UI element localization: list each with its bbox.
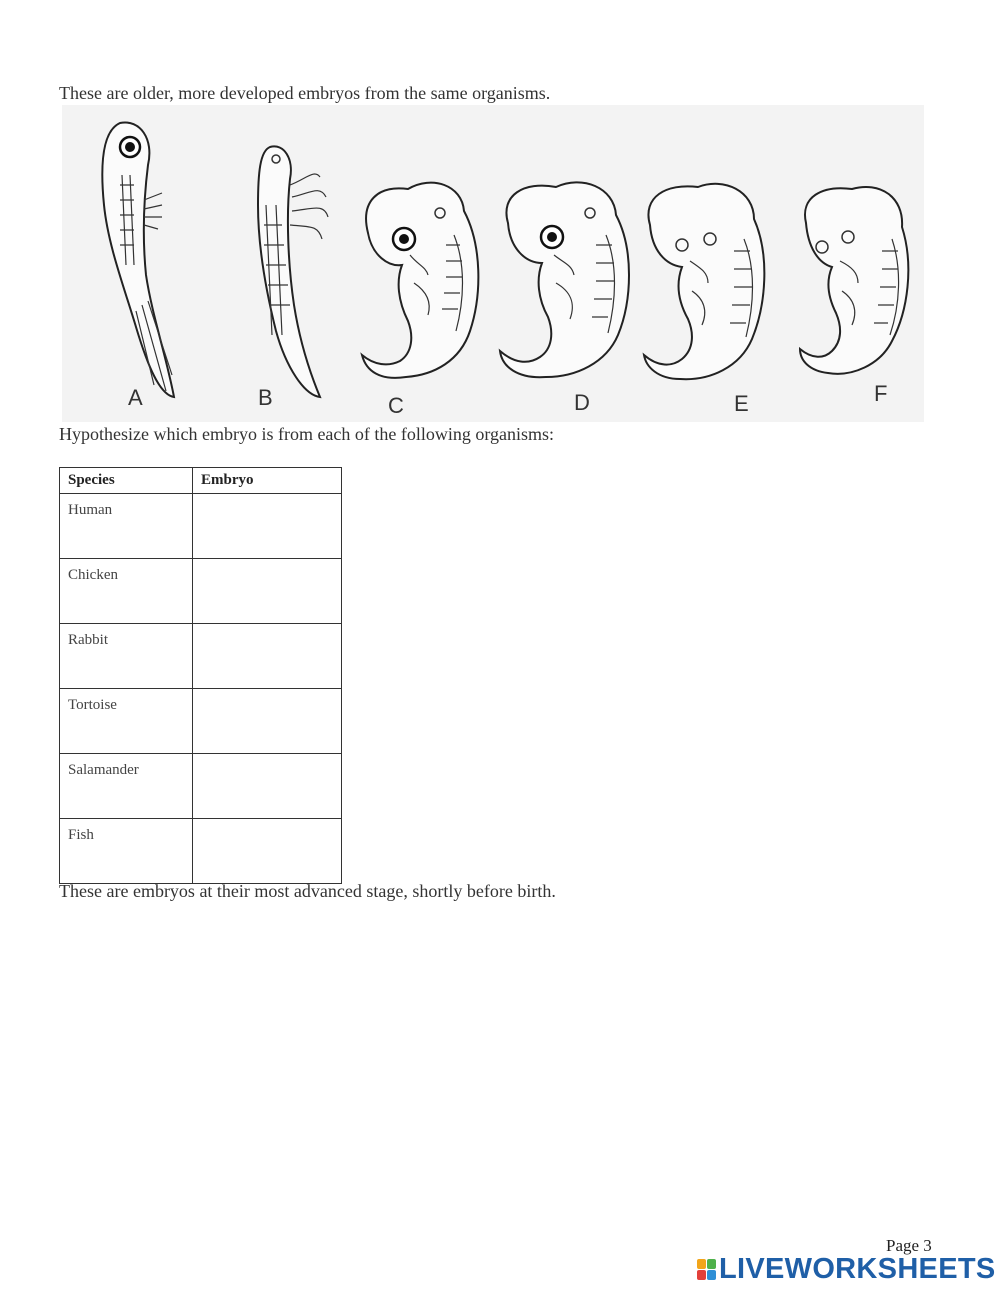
- embryo-answer-cell[interactable]: [193, 689, 342, 754]
- closing-text: These are embryos at their most advanced stage, shortly before birth.: [59, 881, 556, 901]
- embryo-answer-cell[interactable]: [193, 559, 342, 624]
- embryo-label-c: C: [388, 393, 404, 418]
- table-header-row: [60, 468, 342, 494]
- embryo-f-drawing: [800, 187, 908, 374]
- species-cell: Human: [60, 494, 193, 559]
- question-text: Hypothesize which embryo is from each of the following organisms:: [59, 424, 555, 444]
- table-row: [60, 624, 342, 689]
- species-cell: Salamander: [60, 754, 193, 819]
- logo-text: LIVEWORKSHEETS: [719, 1253, 996, 1285]
- species-cell: Chicken: [60, 559, 193, 624]
- embryo-e-drawing: [644, 184, 764, 379]
- embryo-label-f: F: [874, 381, 888, 406]
- embryo-label-b: B: [258, 385, 273, 410]
- table-row: [60, 754, 342, 819]
- page-number: Page 3: [886, 1236, 932, 1255]
- intro-text: These are older, more developed embryos from the same organisms.: [59, 83, 551, 103]
- embryo-answer-cell[interactable]: [193, 624, 342, 689]
- embryo-c-drawing: [362, 183, 478, 378]
- logo-blocks-icon: [697, 1259, 716, 1280]
- table-row: [60, 819, 342, 884]
- species-cell: Fish: [60, 819, 193, 884]
- table-row: [60, 494, 342, 559]
- table-row: [60, 689, 342, 754]
- embryo-label-e: E: [734, 391, 749, 416]
- embryo-figure: [62, 105, 924, 422]
- species-embryo-table: [59, 467, 342, 884]
- embryo-a-drawing: [102, 122, 174, 397]
- embryo-answer-cell[interactable]: [193, 819, 342, 884]
- embryo-column-header: Embryo: [193, 468, 342, 494]
- embryo-b-drawing: [258, 146, 328, 397]
- species-column-header: Species: [60, 468, 193, 494]
- embryo-label-a: A: [128, 385, 143, 410]
- species-cell: Tortoise: [60, 689, 193, 754]
- embryo-d-drawing: [500, 182, 629, 377]
- species-cell: Rabbit: [60, 624, 193, 689]
- embryo-answer-cell[interactable]: [193, 754, 342, 819]
- embryo-answer-cell[interactable]: [193, 494, 342, 559]
- embryo-label-d: D: [574, 390, 590, 415]
- liveworksheets-logo: [697, 1253, 996, 1285]
- table-row: [60, 559, 342, 624]
